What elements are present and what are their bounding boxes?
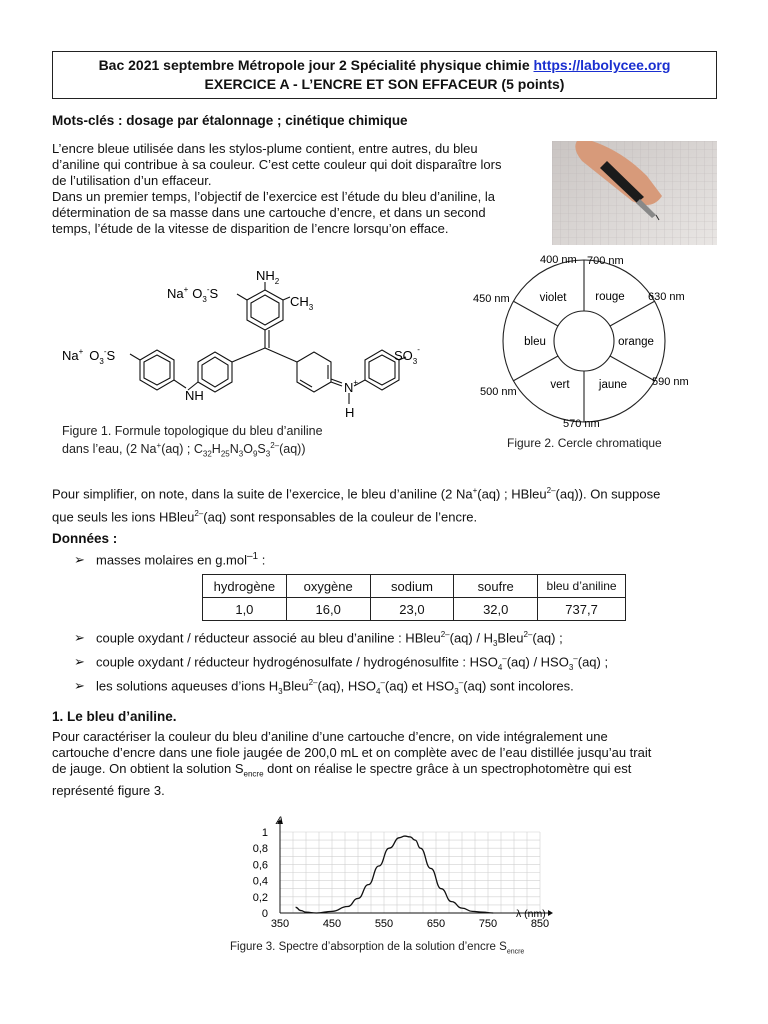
- y-tick-label: 0: [261, 908, 268, 920]
- sector-orange: orange: [618, 336, 654, 348]
- table-cell: 32,0: [454, 598, 538, 621]
- na-label-1: Na+ $O_3^-S$: [167, 285, 219, 304]
- far-left-ring: [140, 350, 174, 390]
- table-cell: 16,0: [286, 598, 370, 621]
- intro-line: d’aniline qui contribue à sa couleur. C’est cette couleur qui doit disparaître lors: [52, 157, 502, 172]
- table-cell: oxygène: [286, 575, 370, 598]
- y-axis-label: A: [276, 815, 284, 827]
- n-plus-label: N+: [344, 378, 359, 395]
- intro-line: de l’utilisation d’un effaceur.: [52, 173, 212, 188]
- intro-line: L’encre bleue utilisée dans les stylos-plume contient, entre autres, du bleu: [52, 141, 478, 156]
- keywords: Mots-clés : dosage par étalonnage ; cinétique chimique: [52, 113, 408, 128]
- section1-paragraph: Pour caractériser la couleur du bleu d’aniline d’une cartouche d’encre, on vide intégralement une cartouche d’encre dans une fiole jaugée de 200,0 mL et on complète avec de l’eau distillée jusqu’au trait de jauge. On obtient la solution $S_{encre}$ dont on réalise le spectre grâce à un spectrophotomètre qui est représenté figure 3.: [52, 729, 652, 798]
- table-cell: 1,0: [203, 598, 287, 621]
- chart-grid: [280, 832, 540, 913]
- table-cell: 737,7: [538, 598, 626, 621]
- intro-line: détermination de sa masse dans une cartouche d’encre, et dans un second: [52, 205, 486, 220]
- sector-vert: vert: [550, 379, 570, 391]
- intro-paragraph-1: [52, 141, 552, 189]
- chart-axes: [277, 819, 553, 916]
- intro-line: Dans un premier temps, l’objectif de l’exercice est l’étude du bleu d’aniline, la: [52, 189, 495, 204]
- exercise-title: EXERCICE A - L’ENCRE ET SON EFFACEUR (5 points): [204, 76, 565, 92]
- bullet-couple-aniline: ➢ couple oxydant / réducteur associé au bleu d’aniline : HBleu$^{2-}$(aq) / $H_3Bleu^{2-}(aq)$ ;: [74, 630, 563, 648]
- chart-ticks: [253, 827, 549, 930]
- absorption-spectrum-chart: [240, 810, 560, 938]
- x-tick-label: 450: [322, 918, 342, 930]
- y-tick-label: 0,8: [252, 843, 268, 856]
- ch3-label: $CH_3$: [290, 294, 314, 312]
- labolycee-link[interactable]: https://labolycee.org: [533, 57, 671, 73]
- figure3-caption: Figure 3. Spectre d’absorption de la solution d’encre $S_{encre}$: [230, 941, 525, 956]
- nh-label: NH: [185, 388, 204, 403]
- figure1-caption-line1: Figure 1. Formule topologique du bleu d’aniline: [62, 424, 323, 438]
- intro-line: temps, l’étude de la vitesse de disparition de l’encre lorsqu’on efface.: [52, 221, 449, 236]
- sector-violet: violet: [539, 292, 567, 304]
- so3-label: $SO_3^-$: [394, 345, 420, 366]
- y-tick-label: 0,4: [252, 875, 268, 888]
- figure1-caption-line2: dans l’eau, (2 Na+(aq) ; $C_{32}H_{25}N_3O_9S_3^{2-}(aq)$): [62, 441, 306, 459]
- intro-paragraph-2: [52, 189, 552, 237]
- h-label: H: [345, 405, 355, 420]
- table-cell: 23,0: [370, 598, 454, 621]
- donnees-title: Données :: [52, 531, 118, 546]
- bullet-arrow: ➢: [74, 552, 85, 568]
- table-cell: bleu d’aniline: [538, 575, 626, 598]
- sector-jaune: jaune: [598, 379, 628, 391]
- table-cell: sodium: [370, 575, 454, 598]
- wavelength-700: 700 nm: [587, 255, 624, 267]
- wavelength-450: 450 nm: [473, 293, 510, 305]
- sector-rouge: rouge: [595, 291, 625, 303]
- wavelength-590: 590 nm: [652, 376, 689, 388]
- y-tick-label: 1: [261, 827, 268, 839]
- x-tick-label: 550: [374, 918, 394, 930]
- bullet-molar-mass: ➢ masses molaires en g.mol$^{-1}$ :: [74, 551, 266, 568]
- table-values-row: [203, 598, 626, 621]
- bullet-couple-sulfate: ➢ couple oxydant / réducteur hydrogénosulfate / hydrogénosulfite : $HSO_4^-(aq) / HSO_3^-(aq)$ ;: [74, 654, 609, 672]
- sector-bleu: bleu: [524, 336, 546, 348]
- section1-title: 1. Le bleu d’aniline.: [52, 709, 177, 724]
- molar-mass-table: [202, 574, 626, 621]
- wavelength-400: 400 nm: [540, 254, 577, 266]
- na-label-2: Na+ $O_3^-S$: [62, 347, 116, 366]
- x-tick-label: 750: [478, 918, 498, 930]
- header-title: Bac 2021 septembre Métropole jour 2 Spécialité physique chimie: [98, 57, 530, 73]
- quinoid-ring: [297, 352, 331, 392]
- header-line1: [53, 57, 716, 73]
- pen-writing-photo: [552, 141, 717, 245]
- aniline-blue-structure: [52, 262, 452, 424]
- top-ring: [247, 290, 283, 330]
- bullet-incolores: ➢ les solutions aqueuses d’ions $H_3Bleu^{2-}(aq)$, $HSO_4^-(aq)$ et $HSO_3^-(aq)$ sont incolores.: [74, 678, 574, 696]
- x-axis-arrow: [548, 910, 553, 916]
- x-tick-label: 350: [270, 918, 290, 930]
- table-header-row: [203, 575, 626, 598]
- wavelength-500: 500 nm: [480, 386, 517, 398]
- y-tick-label: 0,6: [252, 859, 268, 872]
- wavelength-570: 570 nm: [563, 418, 600, 430]
- chromatic-circle: [468, 250, 708, 435]
- simplify-paragraph: Pour simplifier, on note, dans la suite de l’exercice, le bleu d’aniline (2 Na+(aq) ; HBleu$^{2-}$(aq)). On suppose que seuls les ions HBleu$^{2-}$(aq) sont responsables de la couleur de l’encre.: [52, 486, 661, 525]
- figure2-caption: Figure 2. Cercle chromatique: [507, 436, 662, 450]
- x-tick-label: 650: [426, 918, 446, 930]
- x-tick-label: 850: [530, 918, 550, 930]
- header-box: [52, 51, 717, 99]
- y-tick-label: 0,2: [252, 891, 268, 904]
- absorption-curve: [296, 836, 494, 913]
- table-cell: hydrogène: [203, 575, 287, 598]
- table-cell: soufre: [454, 575, 538, 598]
- wavelength-630: 630 nm: [648, 291, 685, 303]
- x-axis-label: λ (nm): [516, 908, 546, 920]
- left-center-ring: [198, 352, 232, 392]
- nh2-label: $NH_2$: [256, 268, 280, 286]
